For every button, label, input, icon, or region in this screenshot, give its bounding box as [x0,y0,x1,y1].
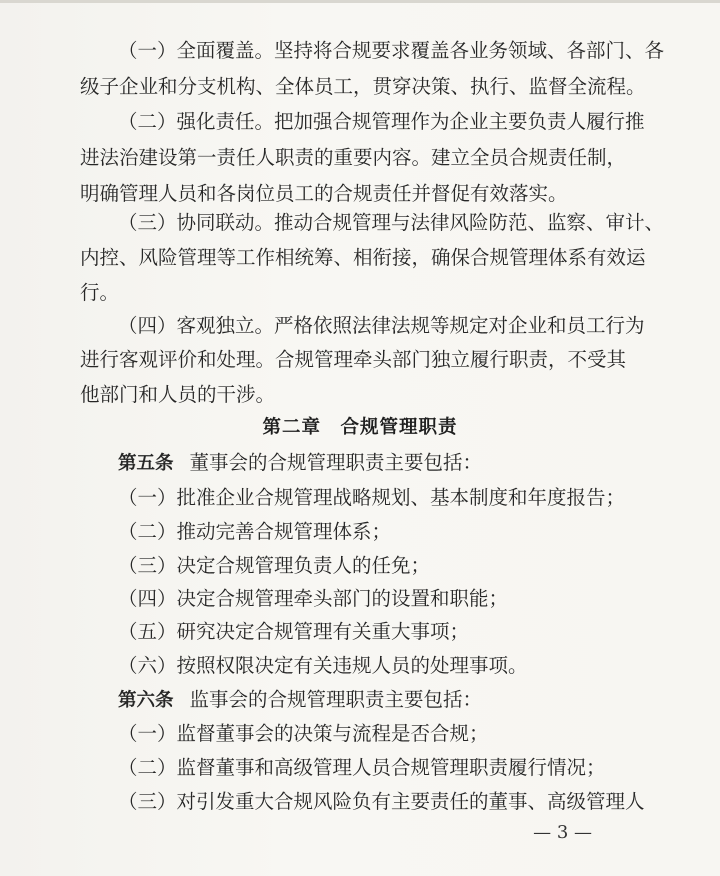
paragraph-line: （四）客观独立。严格依照法律法规等规定对企业和员工行为 [118,314,645,337]
article-5-intro-line [118,445,482,481]
article-6-label: 第六条 [118,690,174,711]
paragraph-line: 行。 [80,281,120,304]
paragraph-line: 他部门和人员的干涉。 [80,383,276,406]
paragraph-line: 内控、风险管理等工作相统筹、相衔接，确保合规管理体系有效运 [80,246,646,269]
list-item: （三）对引发重大合规风险负有主要责任的董事、高级管理人 [118,790,645,813]
list-item: （四）决定合规管理牵头部门的设置和职能； [118,587,509,610]
list-item: （三）决定合规管理负责人的任免； [118,554,431,577]
list-item: （二）推动完善合规管理体系； [118,520,392,543]
paragraph-line: （二）强化责任。把加强合规管理作为企业主要负责人履行推 [118,110,645,133]
list-item: （一）监督董事会的决策与流程是否合规； [118,722,489,745]
page-number: — 3 — [533,822,592,843]
paragraph-line: （三）协同联动。推动合规管理与法律风险防范、监察、审计、 [118,211,665,234]
article-5-label: 第五条 [118,453,174,474]
list-item: （六）按照权限决定有关违规人员的处理事项。 [118,654,528,677]
article-6-intro: 监事会的合规管理职责主要包括： [189,688,483,711]
chapter-heading: 第二章 合规管理职责 [262,417,458,438]
page-number-row [0,818,720,848]
article-6-intro-line [118,682,482,718]
paragraph-line: 级子企业和分支机构、全体员工，贯穿决策、执行、监督全流程。 [80,75,646,98]
list-item: （一）批准企业合规管理战略规划、基本制度和年度报告； [118,486,626,509]
list-item: （五）研究决定合规管理有关重大事项； [118,620,470,643]
list-item: （二）监督董事和高级管理人员合规管理职责履行情况； [118,756,606,779]
paragraph-line: 进法治建设第一责任人职责的重要内容。建立全员合规责任制， [80,146,627,169]
page-top-edge [0,0,720,3]
article-5-intro: 董事会的合规管理职责主要包括： [189,451,483,474]
paragraph-line: 进行客观评价和处理。合规管理牵头部门独立履行职责，不受其 [80,348,627,371]
paragraph-line: （一）全面覆盖。坚持将合规要求覆盖各业务领域、各部门、各 [118,39,665,62]
paragraph-line: 明确管理人员和各岗位员工的合规责任并督促有效落实。 [80,182,568,205]
